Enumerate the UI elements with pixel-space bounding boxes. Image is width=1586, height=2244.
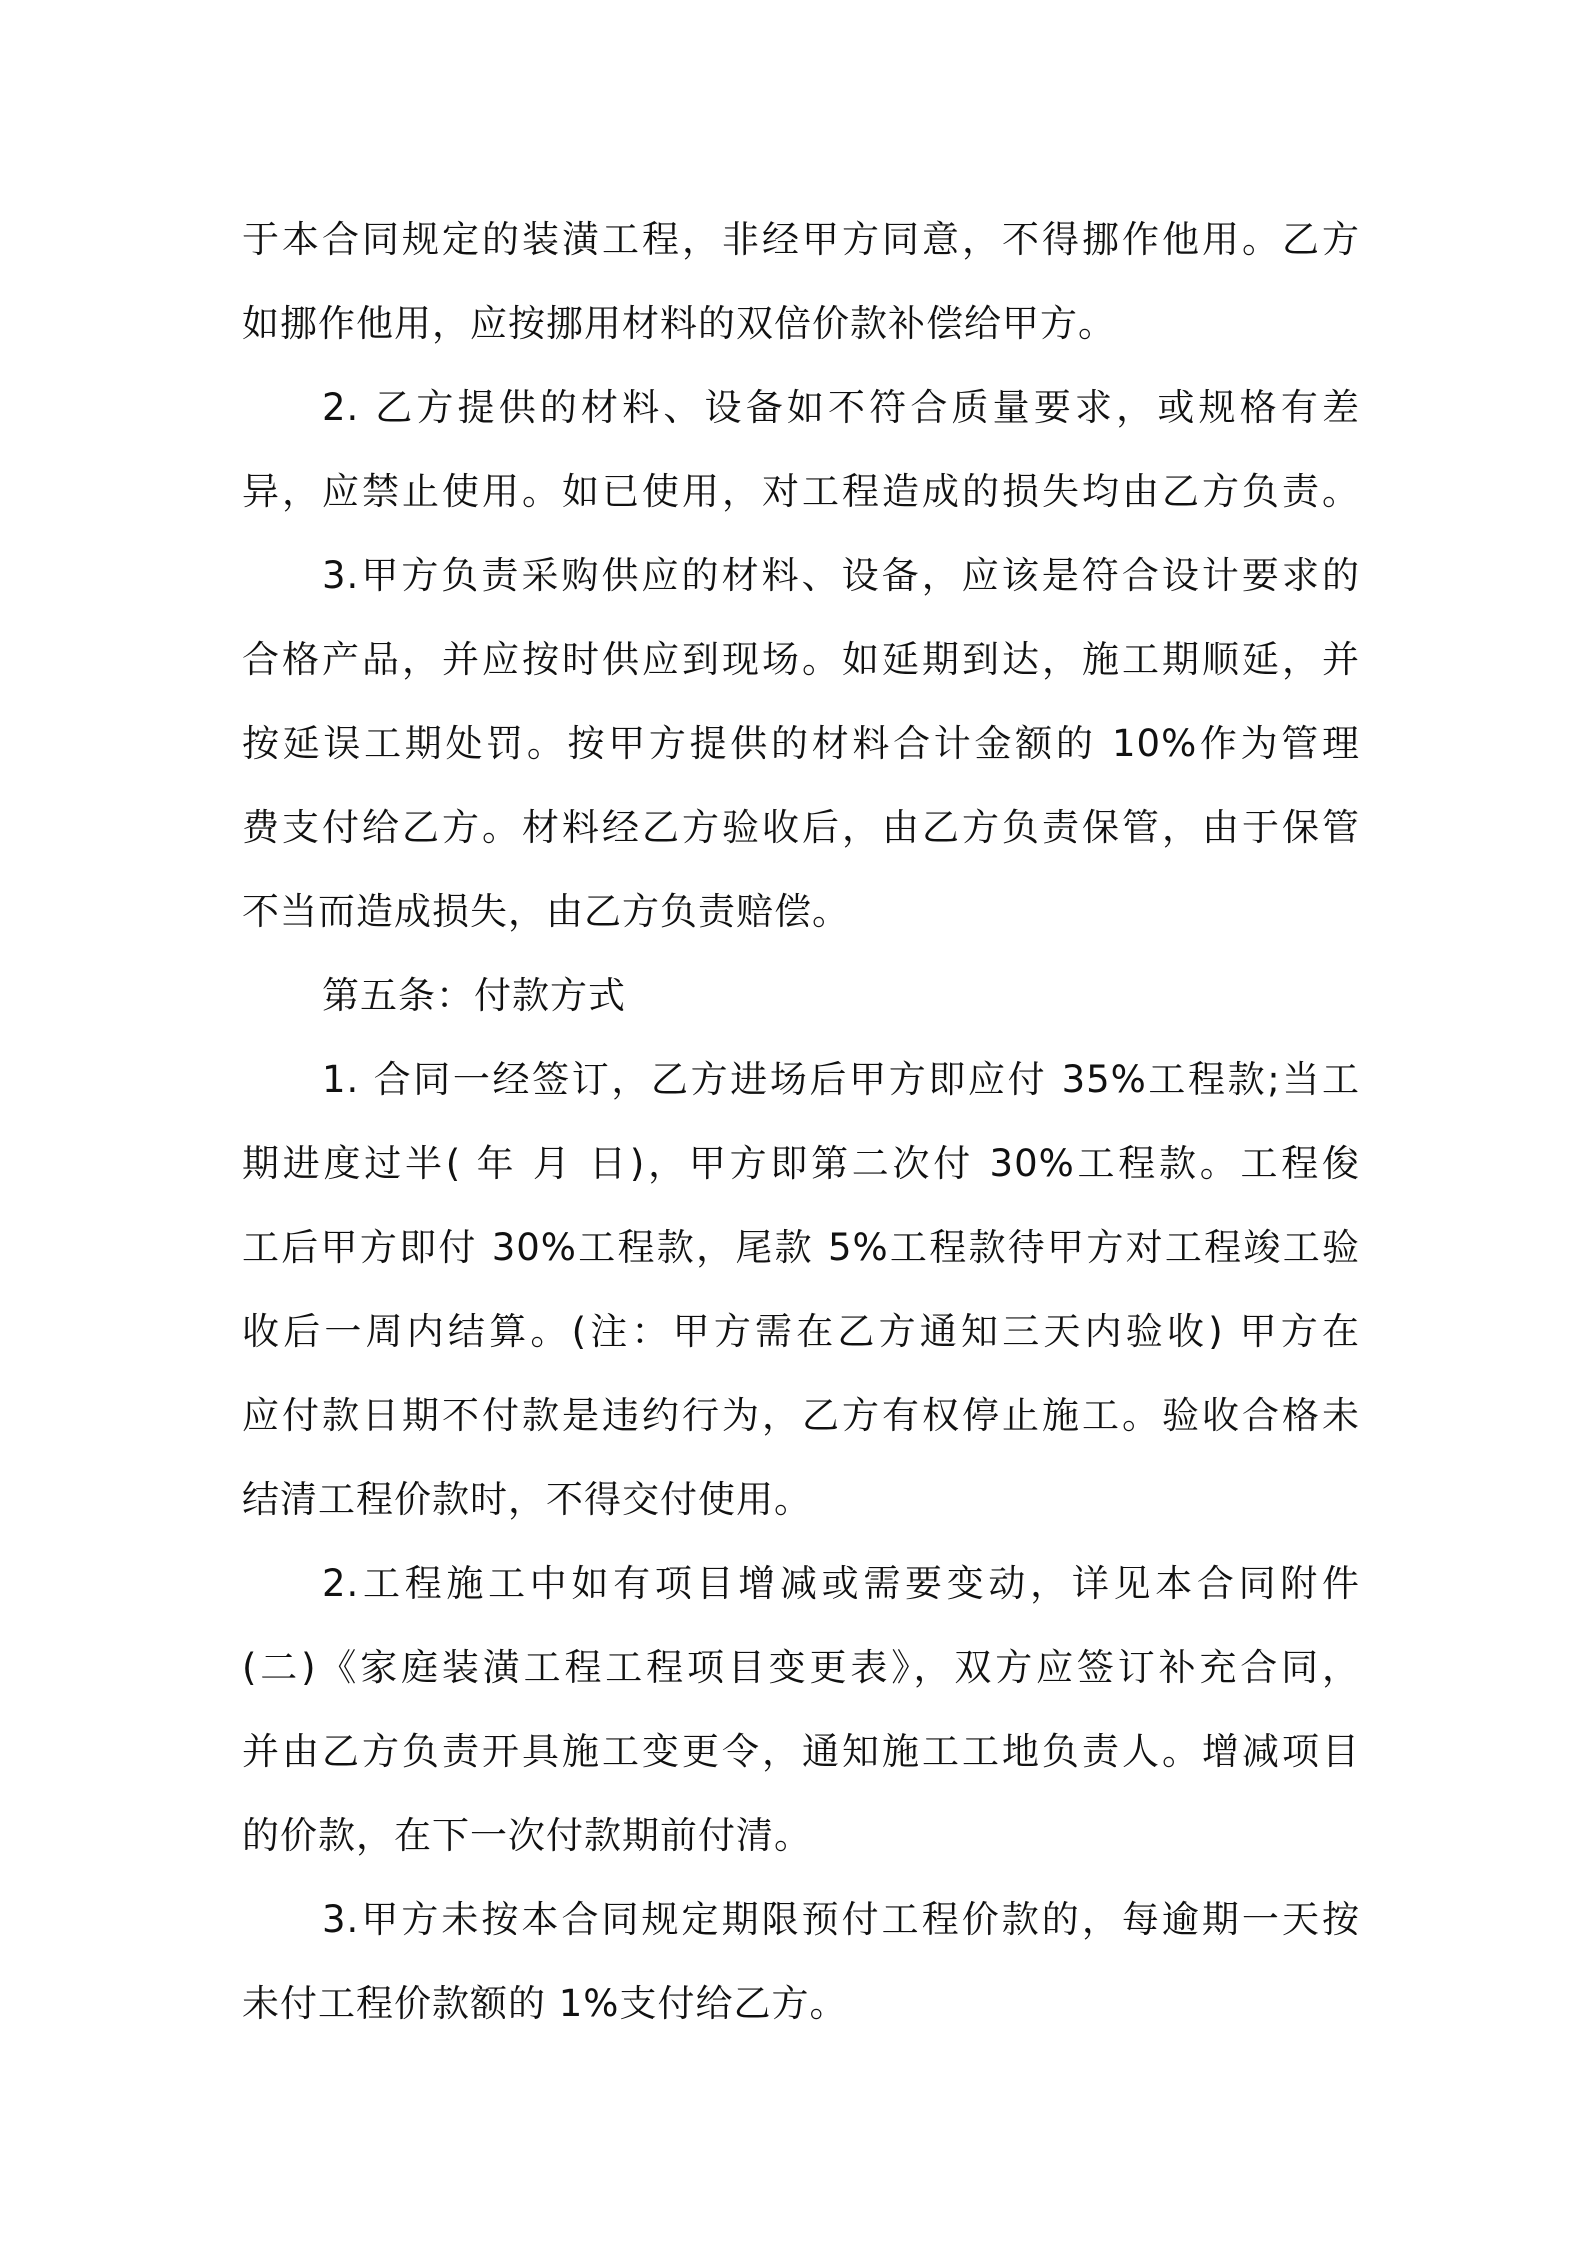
text-line: 应付款日期不付款是违约行为，乙方有权停止施工。验收合格未 bbox=[242, 1394, 1360, 1437]
paragraph bbox=[242, 1878, 1360, 2046]
text-line: 于本合同规定的装潢工程，非经甲方同意，不得挪作他用。乙方 bbox=[242, 218, 1360, 261]
text-line: (二)《家庭装潢工程工程项目变更表》，双方应签订补充合同， bbox=[242, 1646, 1360, 1689]
paragraph bbox=[242, 366, 1360, 534]
text-line: 异，应禁止使用。如已使用，对工程造成的损失均由乙方负责。 bbox=[242, 470, 1360, 513]
text-line: 结清工程价款时，不得交付使用。 bbox=[242, 1478, 812, 1521]
text-line: 按延误工期处罚。按甲方提供的材料合计金额的 10%作为管理 bbox=[242, 722, 1360, 765]
text-line: 如挪作他用，应按挪用材料的双倍价款补偿给甲方。 bbox=[242, 302, 1116, 345]
paragraph bbox=[242, 1542, 1360, 1878]
paragraph bbox=[242, 1038, 1360, 1542]
text-line: 3.甲方未按本合同规定期限预付工程价款的，每逾期一天按 bbox=[322, 1898, 1360, 1941]
text-line: 3.甲方负责采购供应的材料、设备，应该是符合设计要求的 bbox=[322, 554, 1360, 597]
text-line: 的价款，在下一次付款期前付清。 bbox=[242, 1814, 812, 1857]
document-body bbox=[242, 198, 1360, 2046]
paragraph bbox=[242, 198, 1360, 366]
text-line: 工后甲方即付 30%工程款，尾款 5%工程款待甲方对工程竣工验 bbox=[242, 1226, 1360, 1269]
text-line: 并由乙方负责开具施工变更令，通知施工工地负责人。增减项目 bbox=[242, 1730, 1360, 1773]
text-line: 费支付给乙方。材料经乙方验收后，由乙方负责保管，由于保管 bbox=[242, 806, 1360, 849]
paragraph bbox=[242, 534, 1360, 954]
text-line: 期进度过半( 年 月 日)，甲方即第二次付 30%工程款。工程俊 bbox=[242, 1142, 1360, 1185]
text-line: 未付工程价款额的 1%支付给乙方。 bbox=[242, 1982, 848, 2025]
text-line: 收后一周内结算。(注：甲方需在乙方通知三天内验收) 甲方在 bbox=[242, 1310, 1360, 1353]
section-heading bbox=[242, 954, 1360, 1038]
heading-text: 第五条：付款方式 bbox=[322, 974, 626, 1017]
text-line: 不当而造成损失，由乙方负责赔偿。 bbox=[242, 890, 850, 933]
text-line: 2. 乙方提供的材料、设备如不符合质量要求，或规格有差 bbox=[322, 386, 1360, 429]
text-line: 合格产品，并应按时供应到现场。如延期到达，施工期顺延，并 bbox=[242, 638, 1360, 681]
text-line: 2.工程施工中如有项目增减或需要变动，详见本合同附件 bbox=[322, 1562, 1360, 1605]
text-line: 1. 合同一经签订，乙方进场后甲方即应付 35%工程款;当工 bbox=[322, 1058, 1360, 1101]
